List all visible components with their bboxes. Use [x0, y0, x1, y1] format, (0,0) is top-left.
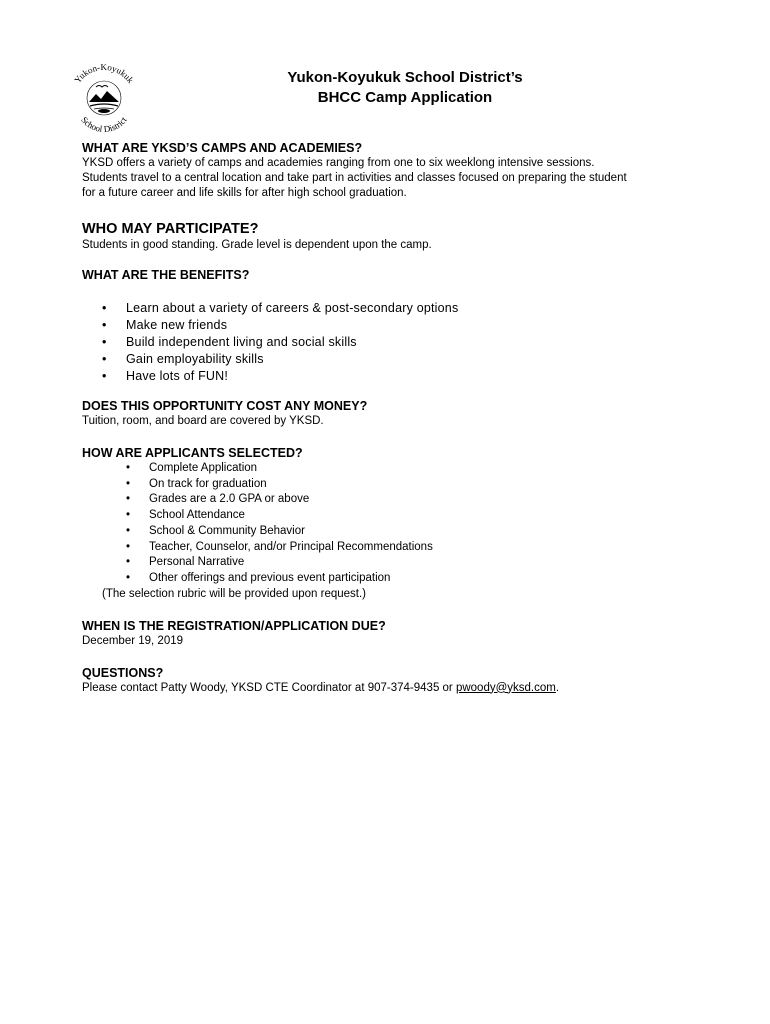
- list-item: • On track for graduation: [82, 477, 722, 493]
- document-body: [82, 140, 722, 696]
- contact-text-end: .: [555, 681, 560, 694]
- due-date: December 19, 2019: [82, 634, 184, 647]
- list-item: • School Attendance: [82, 508, 722, 524]
- list-item: • Have lots of FUN!: [82, 368, 722, 385]
- document-title: [160, 68, 650, 108]
- camps-line-2: Students travel to a central location and take part in activities and classes focused on preparing the student: [82, 172, 627, 184]
- selection-criteria-list: [82, 461, 722, 587]
- list-item: • Build independent living and social skills: [82, 334, 722, 351]
- logo-text-bottom: School District: [79, 114, 129, 135]
- questions-contact: [82, 681, 722, 696]
- section-questions: [82, 665, 722, 696]
- participate-text: Students in good standing. Grade level is dependent upon the camp.: [82, 239, 432, 251]
- list-item: • Gain employability skills: [82, 351, 722, 368]
- section-heading-due: WHEN IS THE REGISTRATION/APPLICATION DUE?: [82, 618, 386, 633]
- contact-email-link[interactable]: pwoody@yksd.com: [455, 681, 556, 694]
- selection-rubric-note: (The selection rubric will be provided upon request.): [102, 587, 366, 600]
- district-logo: [64, 58, 144, 138]
- svg-text:School District: [79, 115, 129, 135]
- logo-text-top: Yukon-Koyukuk: [72, 61, 136, 85]
- section-heading-cost: DOES THIS OPPORTUNITY COST ANY MONEY?: [82, 399, 368, 413]
- section-camps: [82, 140, 722, 201]
- section-heading-selection: HOW ARE APPLICANTS SELECTED?: [82, 446, 303, 460]
- section-selection: [82, 445, 722, 602]
- camps-line-3: for a future career and life skills for after high school graduation.: [82, 187, 407, 199]
- list-item: • Teacher, Counselor, and/or Principal Recommendations: [82, 540, 722, 556]
- section-heading-questions: QUESTIONS?: [82, 665, 164, 680]
- section-participate: [82, 220, 722, 253]
- contact-text: Please contact Patty Woody, YKSD CTE Coordinator at 907-374-9435 or: [82, 681, 456, 694]
- cost-text: Tuition, room, and board are covered by YKSD.: [82, 415, 324, 427]
- list-item: • Grades are a 2.0 GPA or above: [82, 492, 722, 508]
- camps-line-1: YKSD offers a variety of camps and academies ranging from one to six weeklong intensive sessions.: [82, 157, 595, 169]
- list-item: • School & Community Behavior: [82, 524, 722, 540]
- section-due: [82, 618, 722, 649]
- title-line-1: Yukon-Koyukuk School District’s: [287, 69, 523, 86]
- list-item: • Learn about a variety of careers & post-secondary options: [82, 300, 722, 317]
- list-item: • Make new friends: [82, 317, 722, 334]
- section-heading-benefits: WHAT ARE THE BENEFITS?: [82, 268, 250, 282]
- title-line-2: BHCC Camp Application: [317, 89, 493, 106]
- section-benefits: [82, 267, 722, 385]
- benefits-list: [82, 300, 722, 385]
- section-heading-camps: WHAT ARE YKSD’S CAMPS AND ACADEMIES?: [82, 141, 363, 155]
- list-item: • Personal Narrative: [82, 555, 722, 571]
- svg-text:Yukon-Koyukuk: [72, 62, 136, 85]
- list-item: • Complete Application: [82, 461, 722, 477]
- section-heading-participate: WHO MAY PARTICIPATE?: [82, 221, 259, 237]
- list-item: • Other offerings and previous event participation: [82, 571, 722, 587]
- section-cost: [82, 398, 722, 429]
